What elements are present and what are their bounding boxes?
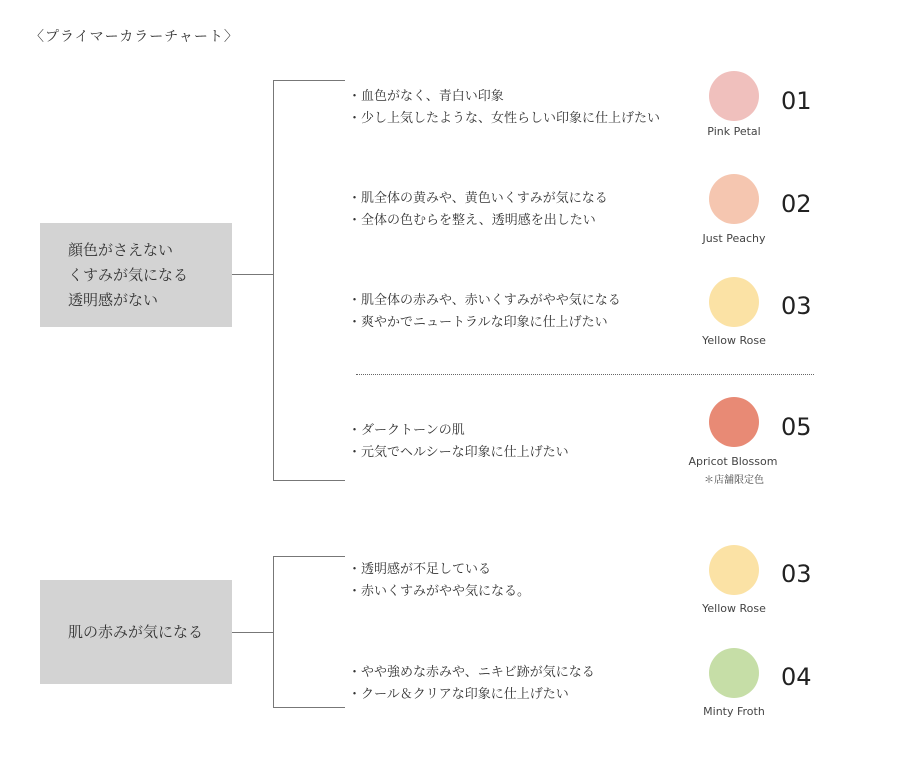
bracket-bottom-line bbox=[273, 707, 345, 708]
color-name: Apricot Blossom bbox=[688, 455, 778, 468]
color-number: 01 bbox=[781, 87, 812, 115]
recommendation-text bbox=[348, 188, 608, 232]
recommendation-text bbox=[348, 662, 595, 706]
concern-line: 顔色がさえない bbox=[68, 240, 174, 259]
color-number: 02 bbox=[781, 190, 812, 218]
concern-line: くすみが気になる bbox=[68, 265, 189, 284]
recommendation-text bbox=[348, 86, 660, 130]
color-name: Just Peachy bbox=[702, 232, 766, 245]
color-swatch-just-peachy bbox=[709, 174, 759, 224]
recommendation-line: ・やや強めな赤みや、ニキビ跡が気になる bbox=[348, 665, 595, 680]
color-swatch-pink-petal bbox=[709, 71, 759, 121]
recommendation-line: ・ダークトーンの肌 bbox=[348, 423, 465, 438]
concern-line: 肌の赤みが気になる bbox=[68, 622, 204, 641]
concern-box-2 bbox=[40, 580, 232, 684]
recommendation-line: ・透明感が不足している bbox=[348, 562, 492, 577]
recommendation-line: ・血色がなく、青白い印象 bbox=[348, 89, 504, 104]
connector-line bbox=[232, 632, 274, 633]
concern-line: 透明感がない bbox=[68, 290, 159, 309]
recommendation-text bbox=[348, 290, 621, 334]
recommendation-text bbox=[348, 420, 569, 464]
color-swatch-yellow-rose bbox=[709, 545, 759, 595]
recommendation-line: ・肌全体の黄みや、黄色いくすみが気になる bbox=[348, 191, 608, 206]
recommendation-line: ・全体の色むらを整え、透明感を出したい bbox=[348, 213, 596, 228]
bracket-top-line bbox=[273, 80, 345, 81]
recommendation-line: ・少し上気したような、女性らしい印象に仕上げたい bbox=[348, 111, 661, 126]
bracket-line bbox=[273, 80, 274, 481]
recommendation-line: ・爽やかでニュートラルな印象に仕上げたい bbox=[348, 315, 608, 330]
recommendation-line: ・元気でヘルシーな印象に仕上げたい bbox=[348, 445, 569, 460]
color-number: 04 bbox=[781, 663, 812, 691]
color-name: Yellow Rose bbox=[702, 334, 766, 347]
color-swatch-yellow-rose bbox=[709, 277, 759, 327]
color-number: 03 bbox=[781, 560, 812, 588]
concern-box-1 bbox=[40, 223, 232, 327]
color-number: 03 bbox=[781, 292, 812, 320]
chart-title: 〈プライマーカラーチャート〉 bbox=[30, 29, 239, 45]
recommendation-text bbox=[348, 559, 530, 603]
recommendation-line: ・肌全体の赤みや、赤いくすみがやや気になる bbox=[348, 293, 621, 308]
limited-color-note: ＊店舗限定色 bbox=[704, 475, 764, 486]
color-name: Minty Froth bbox=[703, 705, 765, 718]
bracket-bottom-line bbox=[273, 480, 345, 481]
color-swatch-minty-froth bbox=[709, 648, 759, 698]
color-name: Yellow Rose bbox=[702, 602, 766, 615]
color-swatch-apricot-blossom bbox=[709, 397, 759, 447]
bracket-top-line bbox=[273, 556, 345, 557]
color-name: Pink Petal bbox=[707, 125, 761, 138]
recommendation-line: ・クール＆クリアな印象に仕上げたい bbox=[348, 687, 569, 702]
dotted-separator bbox=[356, 374, 814, 375]
recommendation-line: ・赤いくすみがやや気になる。 bbox=[348, 584, 531, 599]
color-number: 05 bbox=[781, 413, 812, 441]
connector-line bbox=[232, 274, 274, 275]
bracket-line bbox=[273, 556, 274, 708]
